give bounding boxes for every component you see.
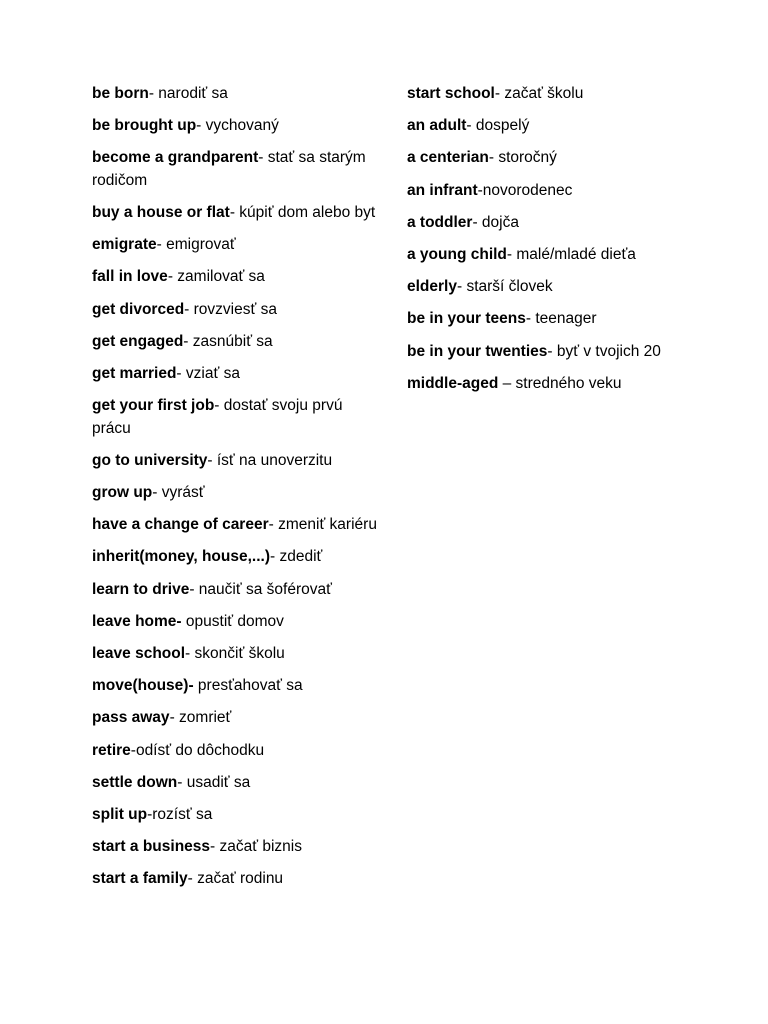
vocab-entry bbox=[407, 83, 707, 106]
vocab-definition: presťahovať sa bbox=[193, 677, 303, 695]
vocab-definition: - rovzviesť sa bbox=[184, 300, 277, 318]
vocab-entry bbox=[92, 234, 380, 257]
vocab-entry bbox=[92, 514, 380, 537]
vocab-entry bbox=[407, 244, 707, 267]
vocab-entry bbox=[407, 341, 707, 364]
vocab-definition: - starší človek bbox=[456, 278, 553, 296]
vocab-definition: - dojča bbox=[472, 213, 519, 231]
vocab-definition: - zdediť bbox=[269, 548, 323, 566]
vocab-term: become a grandparent bbox=[92, 149, 259, 167]
vocab-term: emigrate bbox=[92, 236, 157, 254]
vocab-term: be in your twenties bbox=[407, 342, 548, 360]
vocab-entry bbox=[92, 579, 380, 602]
vocab-term: move(house)- bbox=[92, 677, 194, 695]
vocab-entry bbox=[92, 202, 380, 225]
vocab-definition: -novorodenec bbox=[477, 181, 573, 199]
vocab-definition: - dostať svoju prvú prácu bbox=[92, 397, 343, 437]
vocab-entry bbox=[407, 180, 707, 203]
vocab-definition: - začať školu bbox=[494, 85, 584, 102]
vocab-entry bbox=[92, 147, 380, 192]
vocab-entry bbox=[92, 266, 380, 289]
vocab-definition: - emigrovať bbox=[156, 236, 236, 254]
vocab-term: get your first job bbox=[92, 397, 215, 415]
vocab-definition: - vyrásť bbox=[152, 484, 205, 502]
vocab-term: split up bbox=[92, 805, 148, 823]
vocab-term: retire bbox=[92, 741, 131, 759]
vocab-definition: - zmeniť kariéru bbox=[268, 516, 377, 534]
vocab-definition: - storočný bbox=[488, 149, 557, 167]
vocab-entry bbox=[92, 115, 380, 138]
vocab-term: a young child bbox=[407, 245, 507, 263]
vocab-definition: - kúpiť dom alebo byt bbox=[229, 204, 376, 222]
vocab-term: fall in love bbox=[92, 268, 168, 286]
vocab-definition: - zasnúbiť sa bbox=[183, 332, 273, 350]
vocab-term: get divorced bbox=[92, 300, 185, 318]
vocab-entry bbox=[92, 675, 380, 698]
vocab-entry bbox=[92, 707, 380, 730]
vocab-entry bbox=[92, 546, 380, 569]
vocab-entry bbox=[407, 115, 707, 138]
vocab-definition: - zomrieť bbox=[169, 709, 232, 727]
vocab-entry bbox=[92, 363, 380, 386]
vocab-term: get married bbox=[92, 365, 177, 382]
vocab-term: be in your teens bbox=[407, 310, 526, 328]
vocab-term: an infrant bbox=[407, 181, 478, 199]
vocab-entry bbox=[407, 212, 707, 235]
vocab-definition: - teenager bbox=[525, 310, 597, 328]
vocab-entry bbox=[92, 836, 380, 859]
vocab-term: have a change of career bbox=[92, 516, 269, 534]
vocab-term: start school bbox=[407, 85, 495, 102]
vocab-term: leave home- bbox=[92, 612, 182, 630]
vocab-term: inherit(money, house,...) bbox=[92, 548, 270, 566]
vocab-entry bbox=[407, 308, 707, 331]
vocab-term: an adult bbox=[407, 117, 467, 135]
vocab-term: elderly bbox=[407, 278, 457, 296]
vocab-entry bbox=[92, 482, 380, 505]
vocab-entry bbox=[92, 611, 380, 634]
vocab-definition: - zamilovať sa bbox=[167, 268, 265, 286]
vocab-term: go to university bbox=[92, 451, 208, 469]
vocab-definition: - usadiť sa bbox=[177, 773, 251, 791]
vocab-entry bbox=[92, 299, 380, 322]
vocab-term: start a family bbox=[92, 870, 188, 888]
vocab-entry bbox=[92, 804, 380, 827]
vocab-entry bbox=[92, 772, 380, 795]
vocab-definition: - vziať sa bbox=[176, 365, 240, 382]
vocab-definition: - byť v tvojich 20 bbox=[547, 342, 661, 360]
vocab-term: middle-aged bbox=[407, 374, 499, 392]
vocab-definition: -odísť do dôchodku bbox=[130, 741, 265, 759]
vocab-entry bbox=[92, 83, 380, 106]
vocab-entry bbox=[92, 331, 380, 354]
vocab-definition: – stredného veku bbox=[498, 374, 622, 392]
vocab-definition: - ísť na unoverzitu bbox=[207, 451, 333, 469]
vocab-entry bbox=[92, 868, 380, 891]
vocab-definition: - narodiť sa bbox=[148, 85, 228, 102]
vocab-definition: - vychovaný bbox=[196, 117, 279, 135]
vocab-definition: - začať rodinu bbox=[187, 870, 284, 888]
vocab-term: be brought up bbox=[92, 117, 197, 135]
vocab-entry bbox=[92, 450, 380, 473]
vocabulary-column-right bbox=[407, 83, 707, 405]
vocab-term: buy a house or flat bbox=[92, 204, 230, 222]
vocab-definition: opustiť domov bbox=[181, 612, 284, 630]
vocab-entry bbox=[407, 276, 707, 299]
vocab-term: settle down bbox=[92, 773, 178, 791]
vocab-entry bbox=[92, 395, 380, 440]
vocab-term: start a business bbox=[92, 838, 211, 856]
vocab-definition: - naučiť sa šoférovať bbox=[189, 580, 332, 598]
vocab-definition: - začať biznis bbox=[210, 838, 302, 856]
vocab-term: leave school bbox=[92, 645, 186, 662]
vocab-term: a centerian bbox=[407, 149, 489, 167]
vocab-entry bbox=[92, 643, 380, 666]
vocab-definition: - skončiť školu bbox=[185, 645, 285, 662]
vocab-term: learn to drive bbox=[92, 580, 190, 598]
vocab-entry bbox=[407, 373, 707, 396]
vocab-definition: -rozísť sa bbox=[147, 805, 213, 823]
vocab-term: get engaged bbox=[92, 332, 184, 350]
vocab-definition: - stať sa starým rodičom bbox=[92, 149, 366, 189]
vocab-term: a toddler bbox=[407, 213, 473, 231]
vocab-entry bbox=[92, 740, 380, 763]
vocab-term: be born bbox=[92, 85, 149, 102]
vocabulary-column-left bbox=[92, 83, 380, 901]
vocab-definition: - dospelý bbox=[466, 117, 530, 135]
vocab-term: pass away bbox=[92, 709, 170, 727]
vocab-entry bbox=[407, 147, 707, 170]
vocab-definition: - malé/mladé dieťa bbox=[506, 245, 636, 263]
vocab-term: grow up bbox=[92, 484, 153, 502]
